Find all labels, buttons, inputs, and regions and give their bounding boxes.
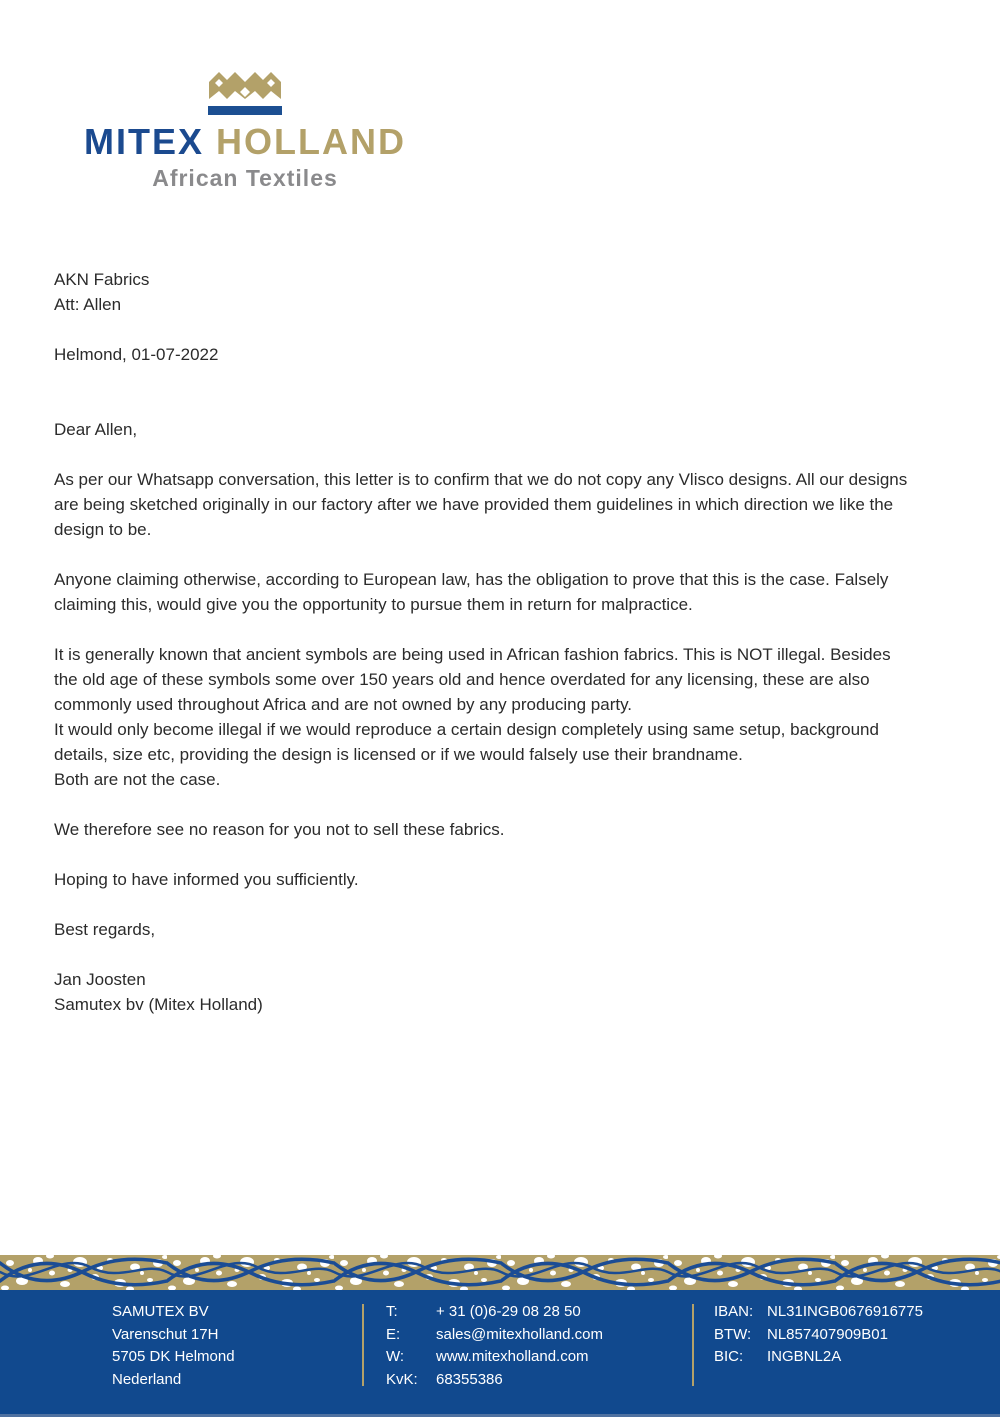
street-address: Varenschut 17H — [112, 1325, 219, 1343]
footer-bar — [0, 1290, 1000, 1417]
btw-label: BTW: — [714, 1325, 752, 1343]
closing: Best regards, — [54, 920, 156, 939]
website-label: W: — [386, 1348, 405, 1365]
brand-name-secondary: HOLLAND — [216, 121, 406, 162]
paragraph: Hoping to have informed you sufficiently. — [54, 870, 359, 889]
postal-city: 5705 DK Helmond — [112, 1348, 235, 1365]
phone-label: T: — [386, 1303, 398, 1320]
bic-label: BIC: — [714, 1348, 744, 1365]
paragraph: Anyone claiming otherwise, according to European law, has the obligation to prove that this is the case. Falsely claiming this, would give you the opportunity to pursue them in return for malpractice. — [54, 570, 889, 614]
footer-contact — [386, 1301, 603, 1391]
paragraph-block — [54, 642, 910, 792]
country: Nederland — [112, 1370, 182, 1388]
kvk-row — [386, 1369, 603, 1392]
kvk-value: 68355386 — [436, 1370, 503, 1388]
iban-label: IBAN: — [714, 1303, 754, 1320]
brand-logo — [64, 70, 426, 192]
phone-value: + 31 (0)6-29 08 28 50 — [436, 1303, 581, 1320]
closing-block — [54, 917, 910, 942]
salutation: Dear Allen, — [54, 420, 138, 439]
paragraph: We therefore see no reason for you not to sell these fabrics. — [54, 820, 505, 839]
page-footer — [0, 1255, 1000, 1417]
bic-value: INGBNL2A — [767, 1348, 842, 1365]
paragraph-block — [54, 817, 910, 842]
dateline: Helmond, 01-07-2022 — [54, 345, 219, 364]
iban-value: NL31INGB0676916775 — [767, 1303, 923, 1320]
brand-name — [64, 120, 426, 164]
signature-name: Jan Joosten — [54, 970, 146, 989]
phone-row — [386, 1301, 603, 1324]
footer-finance — [714, 1301, 923, 1369]
brand-name-primary: MITEX — [83, 121, 204, 162]
btw-row — [714, 1324, 923, 1347]
paragraph: It would only become illegal if we would reproduce a certain design completely using same setup, background details, size etc, providing the design is licensed or if we would falsely use their brandname. — [54, 720, 879, 764]
website-row — [386, 1346, 603, 1369]
signature-block — [54, 967, 910, 1017]
wave-pattern-band — [0, 1255, 1000, 1290]
kvk-label: KvK: — [386, 1370, 418, 1388]
btw-value: NL857407909B01 — [767, 1325, 888, 1343]
email-label: E: — [386, 1325, 401, 1343]
iban-row — [714, 1301, 923, 1324]
paragraph: It is generally known that ancient symbols are being used in African fashion fabrics. This is NOT illegal. Besides the old age of these symbols some over 150 years old and hence overdated for any licensing, these are also commonly used throughout Africa and are not owned by any producing party. — [54, 645, 891, 714]
paragraph-block — [54, 567, 910, 617]
footer-divider — [362, 1304, 364, 1386]
paragraph: Both are not the case. — [54, 770, 221, 789]
bic-row — [714, 1346, 923, 1369]
website-value[interactable]: www.mitexholland.com — [436, 1348, 589, 1365]
footer-divider — [692, 1304, 694, 1386]
signature-company: Samutex bv (Mitex Holland) — [54, 995, 263, 1014]
footer-address — [112, 1301, 235, 1391]
paragraph: As per our Whatsapp conversation, this letter is to confirm that we do not copy any Vlisco designs. All our designs are being sketched originally in our factory after we have provided them guidelines in which direction we like the design to be. — [54, 470, 908, 539]
paragraph-block — [54, 467, 910, 542]
recipient-block — [54, 267, 910, 317]
recipient-attention: Att: Allen — [54, 295, 122, 314]
recipient-name: AKN Fabrics — [54, 270, 150, 289]
letter-body — [54, 267, 910, 1017]
email-value[interactable]: sales@mitexholland.com — [436, 1325, 603, 1343]
email-row — [386, 1324, 603, 1347]
crown-icon — [64, 70, 426, 120]
paragraph-block — [54, 867, 910, 892]
brand-tagline: African Textiles — [152, 165, 338, 191]
company-name: SAMUTEX BV — [112, 1303, 209, 1320]
